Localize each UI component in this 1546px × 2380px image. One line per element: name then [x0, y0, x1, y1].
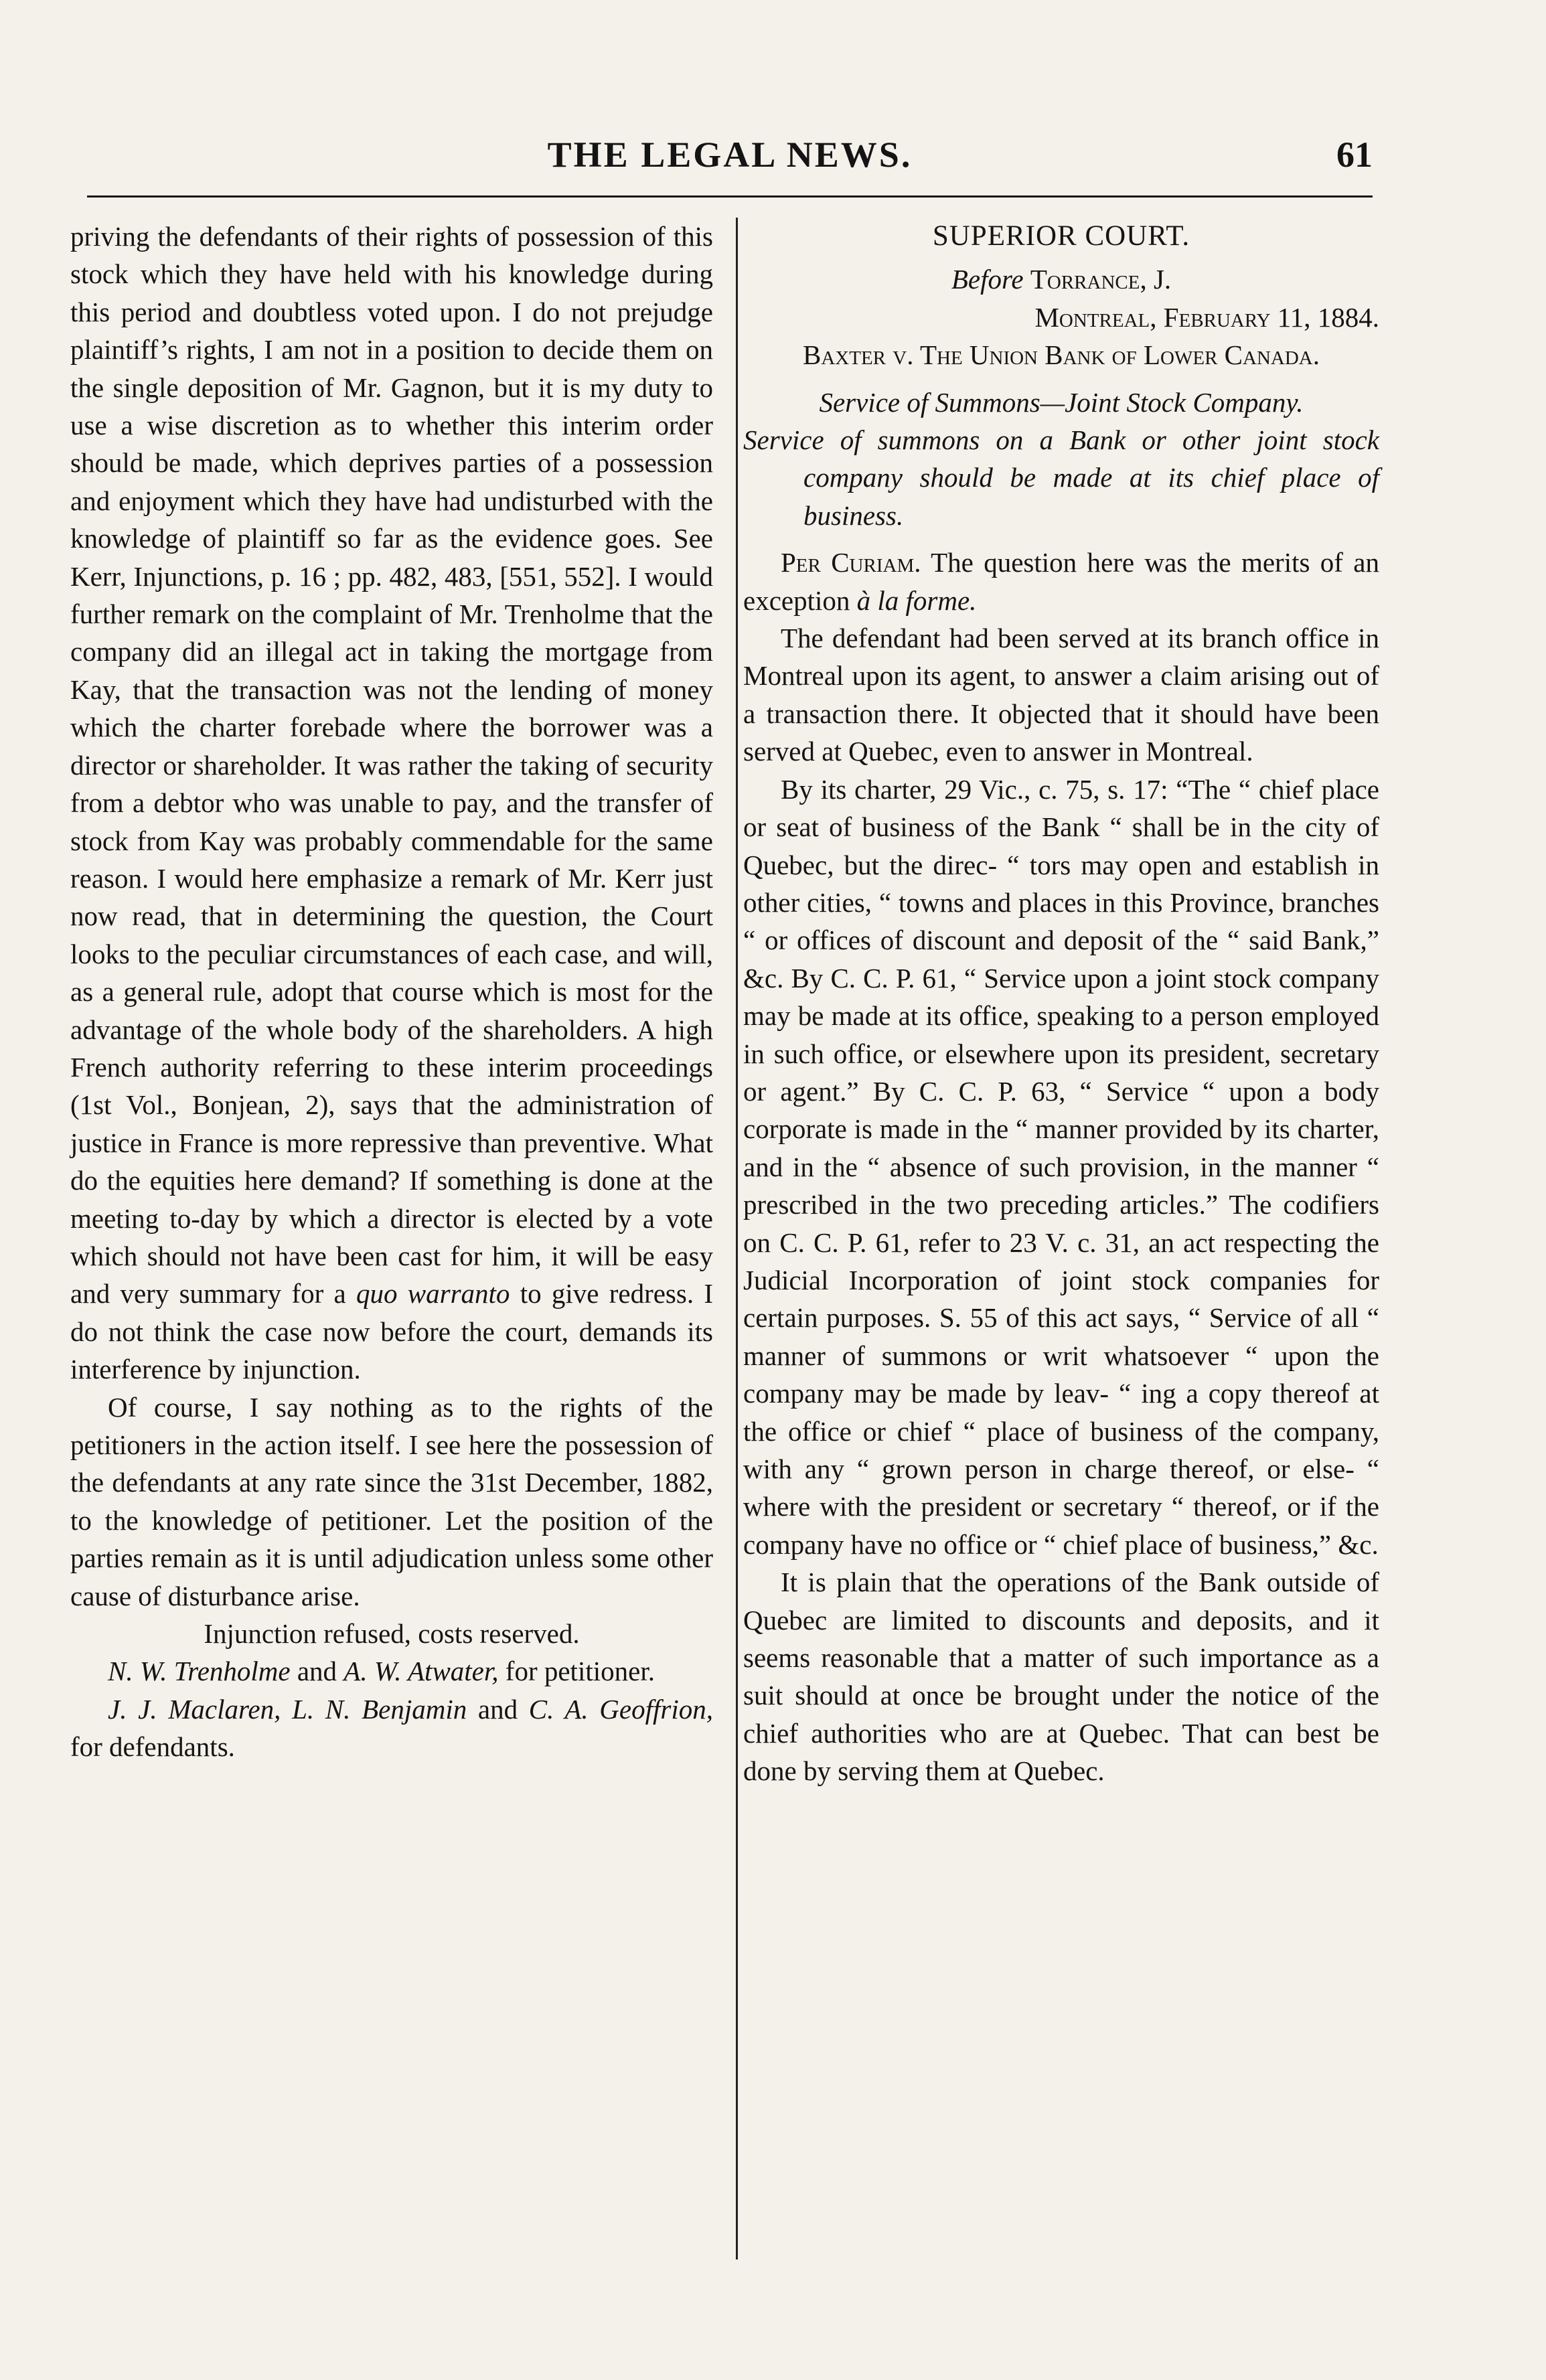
paragraph-text: to give redress. I do not think the case now before the court, demands its interference by injunction.	[70, 1278, 714, 1385]
counsel-defendant	[70, 1690, 713, 1766]
right-column	[743, 218, 1379, 1790]
paragraph: Of course, I say nothing as to the rights of the petitioners in the action itself. I see here the possession of the defendants at any rate since the 31st December, 1882, to the knowledge of petitioner. Let the position of the parties remain as it is until adjudication unless some other cause of disturbance arise.	[70, 1391, 713, 1611]
paragraph	[743, 544, 1379, 619]
left-column	[70, 218, 713, 1766]
counsel-name: J. J. Maclaren, L. N. Benjamin	[108, 1693, 467, 1725]
header-rule	[87, 195, 1373, 197]
paragraph: By its charter, 29 Vic., c. 75, s. 17: “The “ chief place or seat of business of the Bank “ shall be in the city of Quebec, but the direc- “ tors may open and establish in other cities, “ towns and places in this Province, branches “ or offices of discount and deposit of the “ said Bank,” &c. By C. C. P. 61, “ Service upon a joint stock company may be made at its office, speaking to a person employed in such office, or elsewhere upon its president, secretary or agent.” By C. C. P. 63, “ Service “ upon a body corporate is made in the “ manner provided by its charter, and in the “ absence of such provision, in the manner “ prescribed in the two preceding articles.” The codifiers on C. C. P. 61, refer to 23 V. c. 31, an act respecting the Judicial Incorporation of joint stock companies for certain purposes. S. 55 of this act says, “ Service of all “ manner of summons or writ whatsoever “ upon the company may be made by leav- “ ing a copy thereof at the office or chief “ place of business of the company, with any “ grown person in charge thereof, or else- “ where with the president or secretary “ thereof, or if the company have no office or “ chief place of business,” &c.	[743, 773, 1379, 1560]
headnote: Service of summons on a Bank or other joint stock company should be made at its chief place of business.	[743, 424, 1379, 531]
paragraph: It is plain that the operations of the Bank outside of Quebec are limited to discounts and deposits, and it seems reasonable that a matter of such importance as a suit should at once be brought under the notice of the chief authorities who are at Quebec. That can best be done by serving them at Quebec.	[743, 1567, 1379, 1787]
paragraph	[70, 218, 713, 1389]
paragraph-text: priving the defendants of their rights of possession of this stock which they have held with his knowledge during this period and doubtless voted upon. I do not prejudge plaintiff’s rights, I am not in a position to decide them on the single deposition of Mr. Gagnon, but it is my duty to use a wise discretion as to whether this interim order should be made, which deprives parties of a possession and enjoyment which they have had undisturbed with the knowledge of plaintiff so far as the evidence goes. See Kerr, Injunctions, p. 16 ; pp. 482, 483, [551, 552]. I would further remark on the complaint of Mr. Trenholme that the company did an illegal act in taking the mortgage from Kay, that the transaction was not the lending of money which the charter forebade where the borrower was a director or shareholder. It was rather the taking of security from a debtor who was unable to pay, and the transfer of stock from Kay was probably commendable for the same reason. I would here emphasize a remark of Mr. Kerr just now read, that in determining the question, the Court looks to the peculiar circumstances of each case, and will, as a general rule, adopt that course which is most for the advantage of the whole body of the shareholders. A high French authority referring to these interim proceedings (1st Vol., Bonjean, 2), says that the administration of justice in France is more repressive than preventive. What do the equities here demand? If something is done at the meeting to-day by which a director is elected by a vote which should not have been cast for him, it will be easy and very summary for a	[70, 221, 713, 1310]
paragraph: The defendant had been served at its branch office in Montreal upon its agent, to answer a claim arising out of a transaction there. It objected that it should have been served at Quebec, even to answer in Montreal.	[743, 623, 1379, 767]
conjunction: and	[297, 1656, 337, 1687]
counsel-name: C. A. Geoffrion,	[528, 1693, 713, 1725]
judge-line	[743, 260, 1379, 298]
italic-term: quo warranto	[356, 1278, 510, 1310]
conjunction: and	[477, 1693, 518, 1725]
page-number: 61	[1336, 135, 1373, 175]
per-curiam: Per Curiam.	[781, 547, 921, 578]
running-title: THE LEGAL NEWS.	[547, 135, 913, 175]
case-title: Baxter v. The Union Bank of Lower Canada.	[803, 339, 1320, 371]
before-label: Before	[951, 264, 1024, 295]
counsel-name: A. W. Atwater,	[343, 1656, 499, 1687]
italic-term: à la forme.	[856, 584, 977, 616]
judge-name: Torrance, J.	[1030, 264, 1172, 295]
paragraph-text: The question here was the merits of an exception	[743, 547, 1379, 616]
counsel-petitioner	[70, 1652, 713, 1690]
column-divider	[736, 218, 738, 2259]
ruling: Injunction refused, costs reserved.	[204, 1618, 580, 1650]
page-header	[87, 134, 1373, 181]
court-heading: SUPERIOR COURT.	[932, 220, 1190, 252]
counsel-name: N. W. Trenholme	[108, 1656, 291, 1687]
counsel-role: for defendants.	[70, 1731, 235, 1763]
subject-line: Service of Summons—Joint Stock Company.	[819, 386, 1304, 418]
counsel-role: for petitioner.	[505, 1656, 655, 1687]
place-date: Montreal, February 11, 1884.	[1034, 301, 1379, 333]
